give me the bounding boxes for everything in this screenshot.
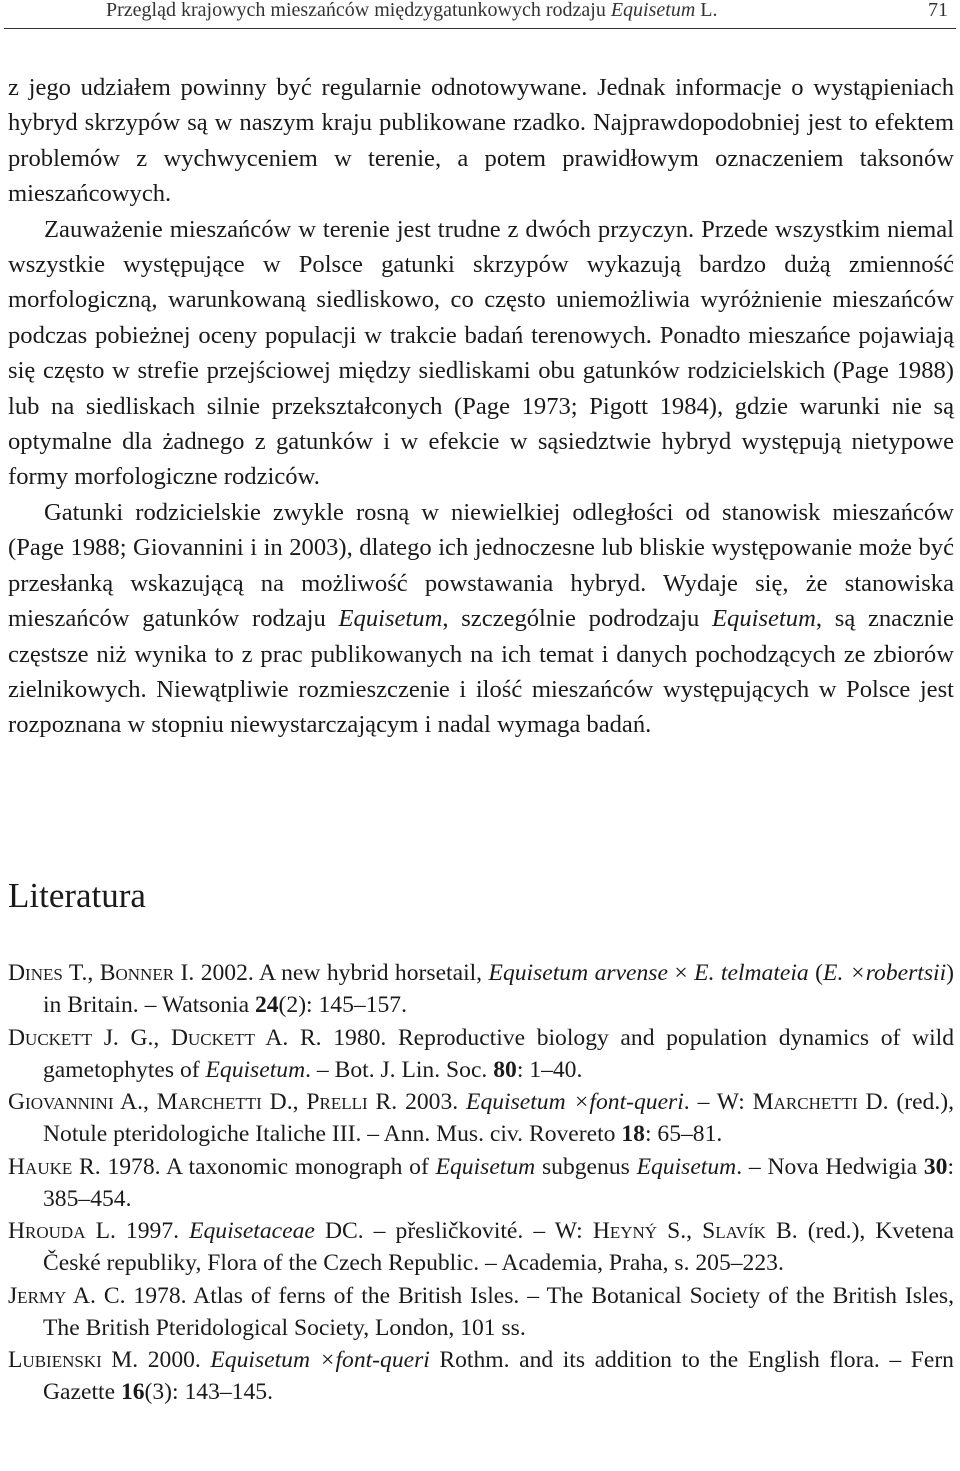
ref-text: A. C. 1978. Atlas of ferns of the British Isles. – The Botanical Society of the British Isles, The British Pteridological Society, London, 101 ss. — [43, 1282, 954, 1341]
ref-taxon: Equisetaceae — [189, 1218, 315, 1244]
ref-text: R. 2003. — [367, 1089, 467, 1115]
ref-volume: 80 — [493, 1056, 517, 1083]
body-text — [8, 70, 954, 743]
ref-text: D. (red.), Notule pteridologiche Italiche III. – Ann. Mus. civ. Rovereto — [43, 1089, 954, 1147]
running-title-text: Przegląd krajowych mieszańców międzygatunkowych rodzaju — [106, 0, 611, 21]
header-rule — [4, 28, 956, 29]
ref-text: A., — [113, 1089, 157, 1115]
paragraph-3-text-c: , są znacznie częstsze niż wynika to z prac publikowanych na ich temat i danych pochodzących ze zbiorów zielnikowych. Niewątpliwie rozmieszczenie i ilość mieszańców występujących w Polsce jest rozpoznana w stopniu niewystarczającym i nadal wymaga badań. — [8, 605, 954, 739]
reference-list — [8, 957, 954, 1409]
ref-taxon: Equisetum ×font-queri — [466, 1089, 684, 1115]
ref-taxon: Equisetum — [205, 1056, 306, 1083]
ref-volume: 18 — [621, 1121, 645, 1147]
ref-taxon: E. telmateia — [694, 960, 809, 986]
reference-item — [8, 1022, 954, 1086]
genus-name: Equisetum — [338, 605, 443, 633]
ref-author: Slavík — [702, 1218, 766, 1244]
ref-text: Rothm. and its addition to the English flora. – Fern Gazette — [43, 1347, 954, 1405]
reference-item — [8, 957, 954, 1021]
ref-text: B. (red.), Kvetena České republiky, Flora of the Czech Republic. – Academia, Praha, s. 205–223. — [43, 1218, 955, 1276]
running-title — [106, 0, 717, 21]
page-number: 71 — [928, 0, 948, 21]
ref-text: : 65–81. — [644, 1121, 723, 1147]
ref-author: Duckett — [170, 1024, 256, 1051]
reference-item — [8, 1280, 954, 1344]
ref-text: subgenus — [535, 1153, 637, 1180]
ref-text: . – Nova Hedwigia — [736, 1153, 924, 1180]
reference-item — [8, 1344, 954, 1408]
running-title-suffix: L. — [695, 0, 718, 21]
ref-text: L. 1997. — [85, 1218, 190, 1244]
reference-item — [8, 1086, 954, 1150]
ref-author: Marchetti — [156, 1089, 262, 1115]
ref-author: Dines — [8, 960, 63, 986]
ref-author: Jermy — [8, 1282, 67, 1309]
ref-text: T., — [62, 960, 100, 986]
ref-author: Lubienski — [8, 1347, 102, 1373]
ref-text: M. 2000. — [101, 1347, 211, 1373]
ref-taxon: Equisetum — [636, 1153, 737, 1180]
ref-text: DC. – přesličkovité. – W: — [314, 1218, 593, 1244]
paragraph-1: z jego udziałem powinny być regularnie odnotowywane. Jednak informacje o wystąpieniach hybryd skrzypów są w naszym kraju publikowane rzadko. Najprawdopodobniej jest to efektem problemów z wychwyceniem w terenie, a potem prawidłowym oznaczeniem taksonów mieszańcowych. — [8, 74, 954, 208]
ref-text: . – Bot. J. Lin. Soc. — [305, 1056, 494, 1083]
ref-author: Duckett — [8, 1024, 93, 1051]
reference-item — [8, 1215, 954, 1279]
ref-text: × — [667, 960, 695, 986]
ref-text: : 385–454. — [43, 1153, 955, 1212]
ref-taxon: E. ×robertsii — [823, 960, 947, 986]
running-title-genus: Equisetum — [610, 0, 696, 21]
literature-heading: Literatura — [8, 876, 146, 915]
ref-volume: 16 — [120, 1379, 145, 1405]
ref-author: Giovannini — [8, 1089, 114, 1115]
ref-author: Hrouda — [8, 1218, 86, 1244]
ref-text: (3): 143–145. — [144, 1379, 273, 1405]
ref-text: J. G., — [92, 1024, 171, 1051]
ref-text: (2): 145–157. — [278, 992, 407, 1018]
ref-author: Bonner — [99, 960, 175, 986]
ref-text: S., — [657, 1218, 703, 1244]
ref-text: ) in Britain. – Watsonia — [43, 960, 954, 1018]
ref-taxon: Equisetum — [435, 1153, 536, 1180]
ref-text: I. 2002. A new hybrid horsetail, — [174, 960, 489, 986]
ref-taxon: Equisetum ×font-queri — [210, 1347, 430, 1373]
ref-volume: 30 — [923, 1153, 948, 1180]
ref-text: : 1–40. — [516, 1056, 583, 1083]
ref-volume: 24 — [254, 992, 279, 1018]
ref-text: ( — [808, 960, 824, 986]
genus-name: Equisetum — [712, 605, 816, 633]
ref-author: Heyný — [592, 1218, 658, 1244]
paragraph-3-text-b: , szczególnie podrodzaju — [442, 605, 713, 633]
ref-text: . – W: — [683, 1089, 753, 1115]
ref-text: A. R. 1980. Reproductive biology and population dynamics of wild gametophytes of — [43, 1024, 954, 1083]
ref-author: Hauke — [8, 1153, 73, 1180]
paragraph-3 — [8, 495, 954, 743]
reference-item — [8, 1151, 954, 1215]
ref-taxon: Equisetum arvense — [488, 960, 668, 986]
ref-author: Marchetti — [752, 1089, 858, 1115]
paragraph-2: Zauważenie mieszańców w terenie jest trudne z dwóch przyczyn. Przede wszystkim niemal wszystkie występujące w Polsce gatunki skrzypów wykazują bardzo dużą zmienność morfologiczną, warunkowaną siedliskowo, co często uniemożliwia wyróżnienie mieszańców podczas pobieżnej oceny populacji w trakcie badań terenowych. Ponadto mieszańce pojawiają się często w strefie przejściowej między siedliskami obu gatunków rodzicielskich (Page 1988) lub na siedliskach silnie przekształconych (Page 1973; Pigott 1984), gdzie warunki nie są optymalne dla żadnego z gatunków i w efekcie w sąsiedztwie hybryd występują nietypowe formy morfologiczne rodziców. — [8, 215, 954, 491]
ref-author: Prelli — [306, 1089, 368, 1115]
running-header — [8, 0, 952, 26]
paragraph-3-text-a: Gatunki rodzicielskie zwykle rosną w niewielkiej odległości od stanowisk mieszańców (Page 1988; Giovannini i in 2003), dlatego ich jednoczesne lub bliskie występowanie może być przesłanką wskazującą na możliwość powstawania hybryd. Wydaje się, że stanowiska mieszańców gatunków rodzaju — [8, 498, 954, 633]
ref-text: D., — [261, 1089, 307, 1115]
ref-text: R. 1978. A taxonomic monograph of — [72, 1153, 436, 1180]
